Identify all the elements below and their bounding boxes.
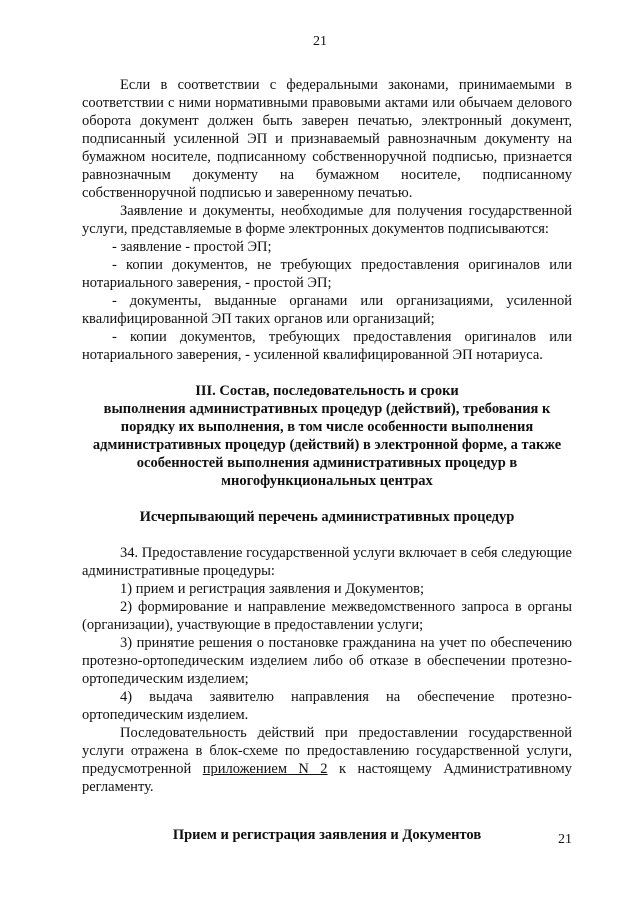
section-title-line: многофункциональных центрах: [221, 473, 433, 489]
procedure-item: 3) принятие решения о постановке гражданина на учет по обеспечению протезно-ортопедическим изделием либо об отказе в обеспечении протезно-ортопедическим изделием;: [82, 635, 572, 687]
paragraph-electronic-documents: Заявление и документы, необходимые для получения государственной услуги, представляемые в форме электронных документов подписываются:: [82, 203, 572, 237]
section-title-line: III. Состав, последовательность и сроки: [195, 383, 459, 399]
list-item-issued-documents: - документы, выданные органами или организациями, усиленной квалифицированной ЭП таких органов или организаций;: [82, 293, 572, 327]
subsection-title: Исчерпывающий перечень административных процедур: [139, 509, 515, 525]
section-title-line: особенностей выполнения административных процедур в: [136, 455, 518, 471]
procedure-item: 2) формирование и направление межведомственного запроса в органы (организации), участвующие в предоставлении услуги;: [82, 599, 572, 633]
paragraph-sequence: [82, 724, 572, 796]
list-item-application: - заявление - простой ЭП;: [112, 239, 272, 255]
procedure-item: 4) выдача заявителю направления на обеспечение протезно-ортопедическим изделием.: [82, 689, 572, 723]
sequence-text-before: Последовательность действий при предоставлении государственной услуги отражена в блок-схеме по предоставлению государственной услуги, предусмотренной: [82, 725, 572, 777]
procedure-item: 1) прием и регистрация заявления и Документов;: [120, 581, 424, 597]
section-title-line: выполнения административных процедур (действий), требования к: [103, 401, 551, 417]
list-item-copies-notary: - копии документов, требующих предоставления оригиналов или нотариального заверения, - усиленной квалифицированной ЭП нотариуса.: [82, 329, 572, 363]
section-title-line: административных процедур (действий) в электронной форме, а также: [92, 437, 562, 453]
paragraph-signature-equivalence: Если в соответствии с федеральными законами, принимаемыми в соответствии с ними нормативными правовыми актами или обычаем делового оборота документ должен быть заверен печатью, электронный документ, подписанный усиленной ЭП и признаваемый равнозначным документу на бумажном носителе, подписанному собственноручной подписью, признается равнозначным документу на бумажном носителе, подписанному собственноручной подписью и заверенному печатью.: [82, 77, 572, 201]
page-number-top: 21: [313, 34, 327, 49]
page-number-bottom: 21: [558, 832, 572, 847]
appendix-link[interactable]: приложением N 2: [202, 761, 328, 777]
section-title-line: порядку их выполнения, в том числе особенности выполнения: [120, 419, 534, 435]
document-body: [82, 76, 572, 844]
sequence-text-after: к настоящему Административному регламенту.: [82, 761, 572, 795]
list-item-copies-simple: - копии документов, не требующих предоставления оригиналов или нотариального заверения, - простой ЭП;: [82, 257, 572, 291]
section-title: [82, 382, 572, 490]
paragraph-item-34: 34. Предоставление государственной услуги включает в себя следующие административные процедуры:: [82, 545, 572, 579]
subsection2-title: Прием и регистрация заявления и Документов: [172, 827, 482, 843]
